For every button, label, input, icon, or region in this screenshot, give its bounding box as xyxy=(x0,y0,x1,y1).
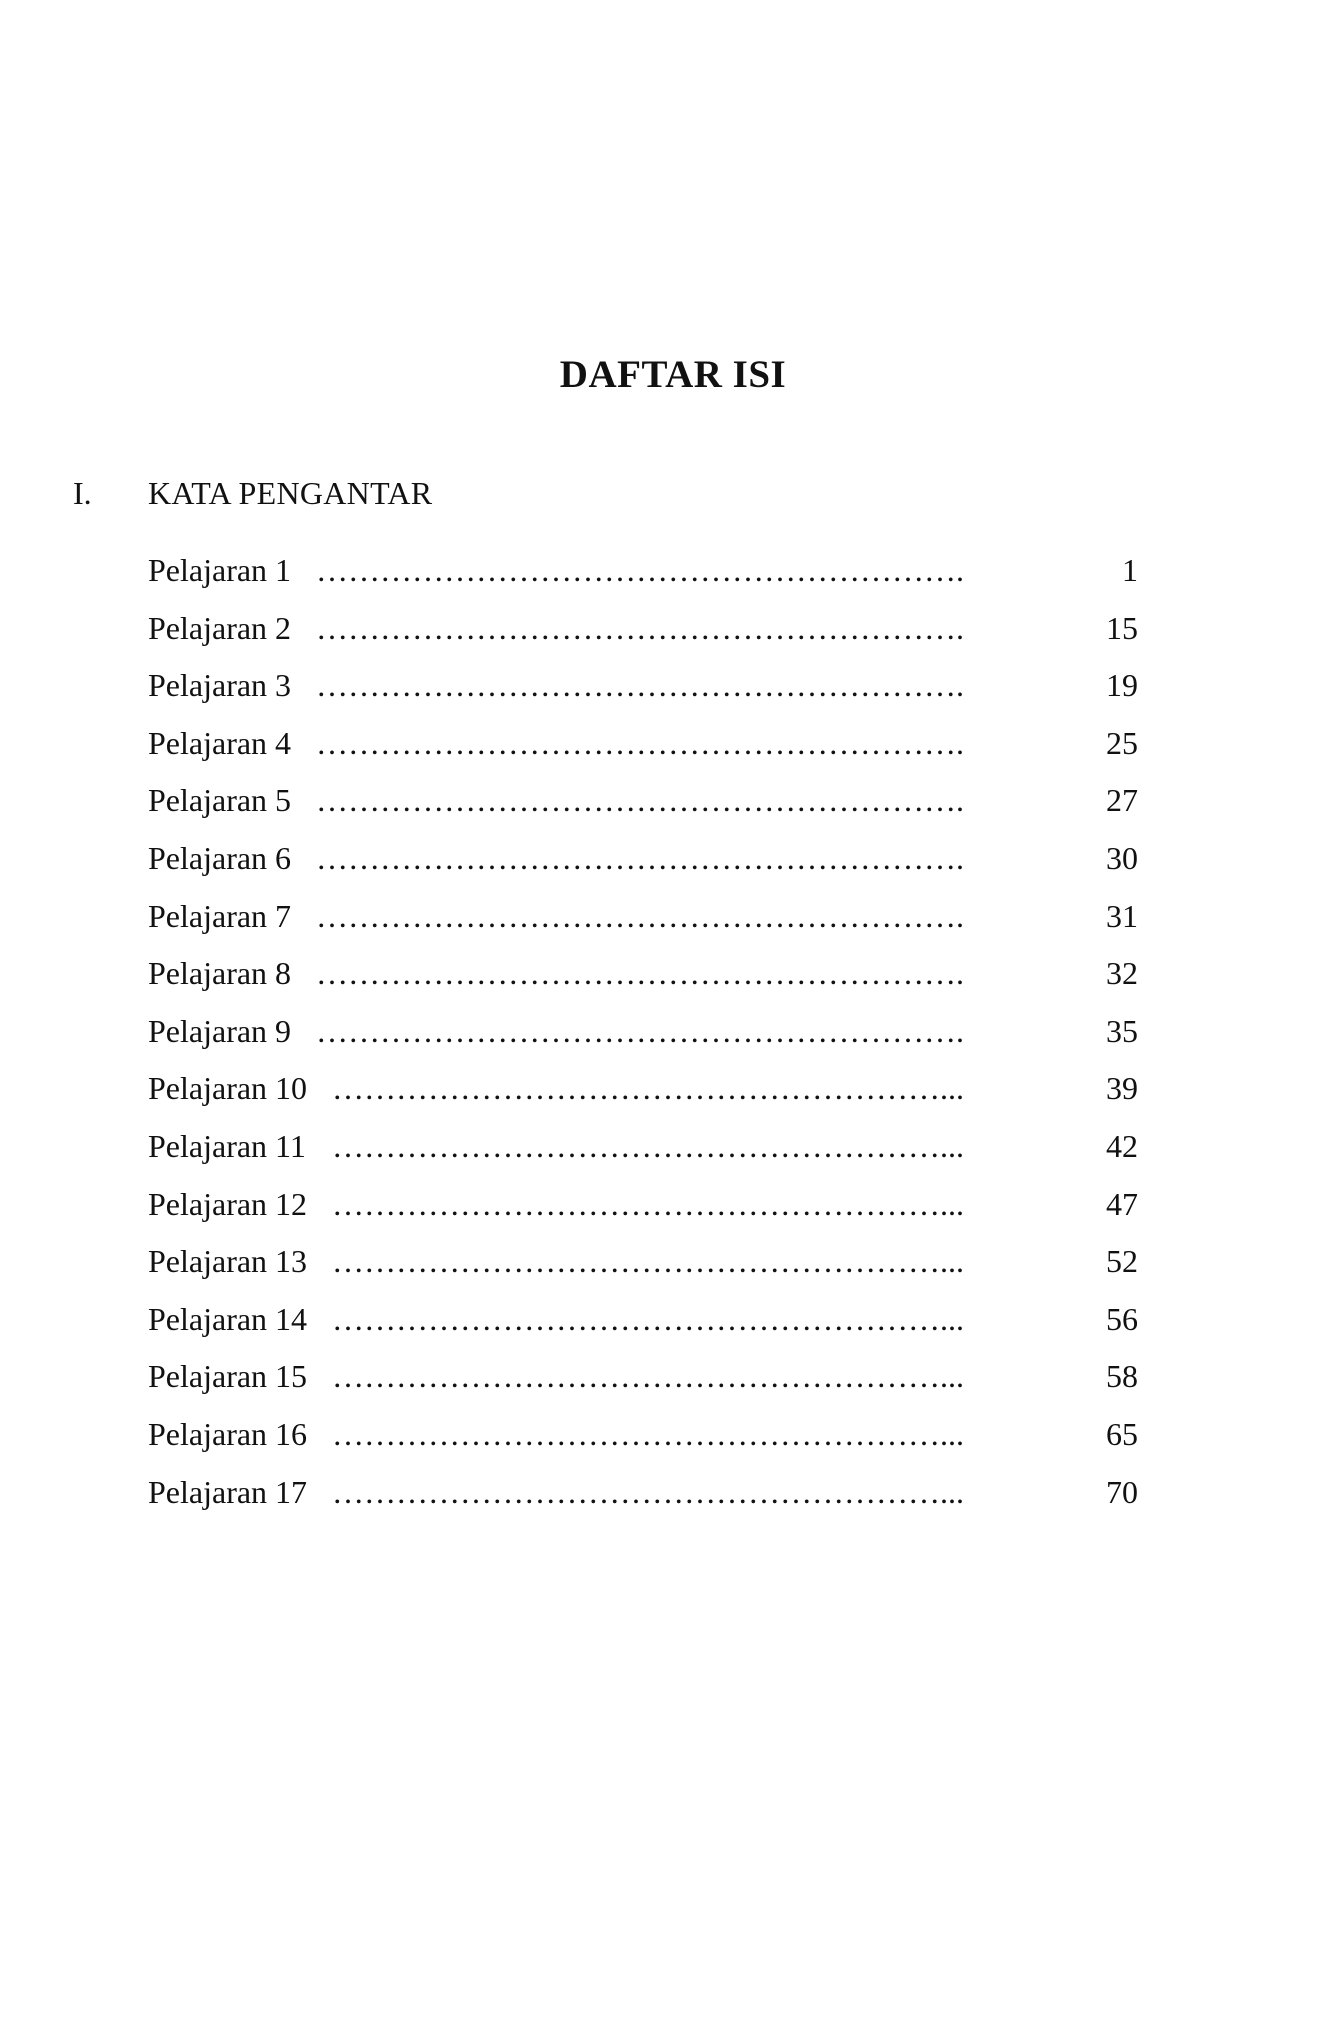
toc-page-number: 19 xyxy=(1106,667,1138,704)
toc-page-number: 25 xyxy=(1106,724,1138,761)
toc-entry-label: Pelajaran 11 xyxy=(148,1127,306,1164)
toc-entry[interactable] xyxy=(148,1126,1138,1184)
toc-entry-label: Pelajaran 8 xyxy=(148,955,292,992)
toc-dot-leader: ……………………………………………………. xyxy=(316,955,964,992)
toc-entry[interactable] xyxy=(148,608,1138,666)
toc-page-number: 58 xyxy=(1106,1358,1138,1395)
toc-dot-leader: ……………………………………………………. xyxy=(316,1012,964,1049)
toc-entry-label: Pelajaran 15 xyxy=(148,1358,308,1395)
toc-page-number: 31 xyxy=(1106,897,1138,934)
toc-entry-label: Pelajaran 14 xyxy=(148,1300,308,1337)
toc-page-number: 30 xyxy=(1106,839,1138,876)
toc-dot-leader: …………………………………………………... xyxy=(332,1070,964,1107)
toc-dot-leader: ……………………………………………………. xyxy=(316,897,964,934)
toc-entry[interactable] xyxy=(148,1184,1138,1242)
table-of-contents xyxy=(148,550,1138,1529)
section-label: KATA PENGANTAR xyxy=(148,475,433,511)
toc-entry-label: Pelajaran 1 xyxy=(148,552,292,588)
toc-entry-label: Pelajaran 12 xyxy=(148,1185,308,1222)
toc-entry-label: Pelajaran 10 xyxy=(148,1070,308,1107)
toc-page-number: 47 xyxy=(1106,1185,1138,1222)
toc-entry-label: Pelajaran 4 xyxy=(148,724,292,761)
toc-page-number: 65 xyxy=(1106,1415,1138,1452)
toc-dot-leader: …………………………………………………... xyxy=(332,1473,964,1510)
toc-dot-leader: ……………………………………………………. xyxy=(316,667,964,704)
toc-entry-label: Pelajaran 16 xyxy=(148,1415,308,1452)
toc-entry[interactable] xyxy=(148,1299,1138,1357)
toc-dot-leader: …………………………………………………... xyxy=(332,1358,964,1395)
toc-entry[interactable] xyxy=(148,780,1138,838)
toc-entry[interactable] xyxy=(148,1472,1138,1530)
toc-dot-leader: ……………………………………………………. xyxy=(316,724,964,761)
toc-page-number: 32 xyxy=(1106,955,1138,992)
page-title: DAFTAR ISI xyxy=(559,353,787,396)
section-number: I. xyxy=(73,475,92,511)
toc-entry-label: Pelajaran 17 xyxy=(148,1473,308,1510)
toc-page-number: 56 xyxy=(1106,1300,1138,1337)
toc-dot-leader: …………………………………………………... xyxy=(332,1243,964,1280)
toc-entry[interactable] xyxy=(148,723,1138,781)
toc-page-number: 70 xyxy=(1106,1473,1138,1510)
toc-entry[interactable] xyxy=(148,838,1138,896)
toc-page-number: 39 xyxy=(1106,1070,1138,1107)
toc-page-number: 42 xyxy=(1106,1127,1138,1164)
toc-entry[interactable] xyxy=(148,1414,1138,1472)
toc-dot-leader: ……………………………………………………. xyxy=(316,609,964,646)
toc-entry[interactable] xyxy=(148,953,1138,1011)
toc-entry[interactable] xyxy=(148,1241,1138,1299)
toc-entry-label: Pelajaran 2 xyxy=(148,609,292,646)
toc-dot-leader: ……………………………………………………. xyxy=(316,552,964,588)
toc-entry-label: Pelajaran 5 xyxy=(148,782,292,819)
toc-page-number: 15 xyxy=(1106,609,1138,646)
toc-page-number: 35 xyxy=(1106,1012,1138,1049)
toc-entry-label: Pelajaran 6 xyxy=(148,839,292,876)
toc-entry[interactable] xyxy=(148,550,1138,608)
toc-page-number: 1 xyxy=(1122,552,1138,588)
toc-dot-leader: …………………………………………………... xyxy=(332,1300,964,1337)
toc-entry-label: Pelajaran 3 xyxy=(148,667,292,704)
toc-page-number: 27 xyxy=(1106,782,1138,819)
toc-entry[interactable] xyxy=(148,896,1138,954)
toc-entry[interactable] xyxy=(148,1011,1138,1069)
toc-dot-leader: …………………………………………………... xyxy=(332,1415,964,1452)
toc-dot-leader: ……………………………………………………. xyxy=(316,839,964,876)
toc-entry-label: Pelajaran 9 xyxy=(148,1012,292,1049)
toc-entry[interactable] xyxy=(148,665,1138,723)
toc-page-number: 52 xyxy=(1106,1243,1138,1280)
toc-entry[interactable] xyxy=(148,1068,1138,1126)
toc-entry[interactable] xyxy=(148,1356,1138,1414)
toc-dot-leader: …………………………………………………... xyxy=(332,1185,964,1222)
toc-entry-label: Pelajaran 7 xyxy=(148,897,292,934)
toc-entry-label: Pelajaran 13 xyxy=(148,1243,308,1280)
toc-dot-leader: ……………………………………………………. xyxy=(316,782,964,819)
toc-dot-leader: …………………………………………………... xyxy=(332,1127,964,1164)
